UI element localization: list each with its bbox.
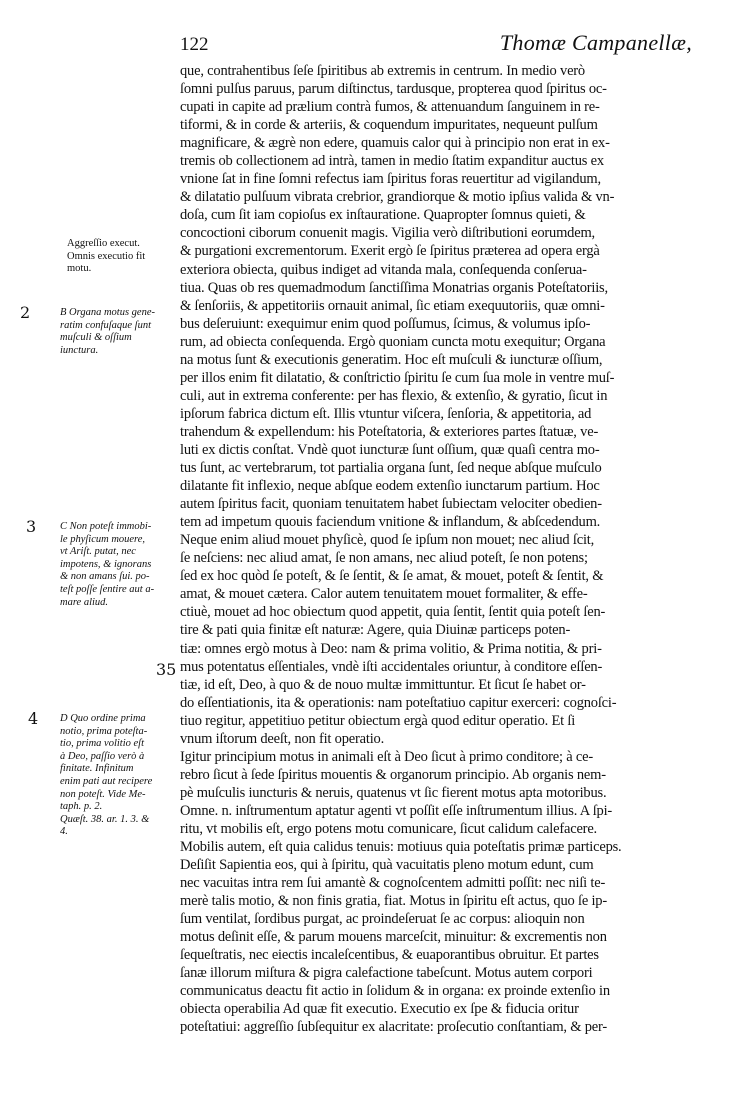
note-line: notio, prima poteſta- [60,725,148,737]
note-line: D Quo ordine prima [60,713,146,724]
body-text [180,62,700,1037]
body-line: ſe neſciens: nec aliud amat, ſe non amans, nec aliud poteſt, ſe non potens; [180,550,588,567]
body-line: communicatus deactu fit actio in ſolidum & in organa: ex proinde extenſio in [180,983,610,1000]
body-line: tiformi, & in corde & arteriis, & coquendum impuritates, nequeunt pulſum [180,117,598,134]
note-line: B Organa motus gene- [60,307,155,318]
marginal-note-b [60,307,155,357]
body-line: ritu, vt mobilis eſt, ergo potens motu comunicare, ſicut calidum calefacere. [180,820,597,837]
note-line: à Deo, paſſio verò à [60,750,145,762]
handwritten-number: 4 [28,709,39,728]
body-line: mus potentatus eſſentiales, vndè iſti accidentales oriuntur, à conditore eſſen- [180,658,603,675]
note-line: finitate. Infinitum [60,763,134,775]
page-number: 122 [180,34,209,55]
body-line: ſequeſtratis, nec eiectis incaleſcentibus, & euaporantibus obruitur. Et partes [180,947,599,964]
body-line: bus deſeruiunt: exequimur enim quod poſſumus, ſcimus, & volumus ipſo- [180,315,591,332]
body-line: ctiuè, mouet ad hoc obiectum quod appetit, quia ſentit, ſentit quia poteſt ſen- [180,604,606,621]
body-line: cupati in capite ad prælium contrà fumos, & attenuandum ſanguinem in re- [180,99,600,116]
body-line: pè muſculis iuncturis & neruis, quatenus vt ſic fierent motus apta motoribus. [180,784,607,801]
body-line: amat, & mouet cætera. Calor autem tenuitatem mouet formaliter, & effe- [180,586,588,603]
body-line: rebro ſicut à ſede ſpiritus mouentis & organorum principio. Ab organis nem- [180,766,606,783]
note-line: iunctura. [60,344,99,356]
note-line: C Non poteſt immobi- [60,521,152,532]
body-line: doſa, cum ſit iam copioſus ex inſtauratione. Quapropter ſomnus quieti, & [180,207,586,224]
body-line: luti ex dictis conſtat. Vndè quot iuncturæ ſunt oſſium, quæ quaſi centra mo- [180,441,600,458]
marginal-note-d [60,713,152,839]
note-line: impotens, & ignorans [60,558,152,570]
note-line: motu. [67,263,92,275]
body-line: autem ſpiritus facit, quoniam tenuitatem habet ſubiectam velociter obedien- [180,496,602,513]
handwritten-number: 3 [26,517,37,536]
note-line: enim pati aut recipere [60,775,153,787]
running-title: Thomæ Campanellæ, [499,30,692,55]
body-line: tiæ, id eſt, Deo, à quo & de nouo multæ immittuntur. Et ſicut ſe habet or- [180,676,586,693]
note-line: tio, prima volitio eſt [60,738,144,750]
marginal-note-c [60,521,154,609]
body-line: poteſtatiui: aggreſſio ſubſequitur ex alacritate: proſecutio conſtantiam, & per- [180,1019,608,1036]
body-line: tiua. Quas ob res quemadmodum ſanctiſſima Monatrias organis Poteſtatoriis, [180,279,608,296]
body-line: ipſorum fabrica dictum eſt. Illis vtuntur viſcera, ſenſoria, & appetitoria, ad [180,405,592,422]
note-line: mare aliud. [60,596,109,608]
body-line: ſed ex hoc quòd ſe poteſt, & ſe ſentit, & ſe amat, & mouet, poteſt & ſentit, & [180,568,604,585]
body-line: & purgationi excrementorum. Exerit ergò ſe ſpiritus præterea ad opera ergà [180,243,600,260]
body-line: motus deſinit eſſe, & parum mouens marceſcit, minuitur: & excrementis non [180,929,607,946]
body-line: vnione ſat in fine ſomni refectus iam ſpiritus foras reuertitur ad vigilandum, [180,171,601,188]
body-line: ſanæ illorum miſtura & pigra calefactione tabeſcunt. Motus autem corpori [180,965,593,982]
body-line: Omne. n. inſtrumentum aptatur agenti vt poſſit eſſe inſtrumentum illius. A ſpi- [180,802,613,819]
body-line: dilatante fit inflexio, neque abſque eodem extenſio iunctarum partium. Hoc [180,478,600,495]
body-line: & dilatatio pulſuum vibrata crebrior, grandiorque & motio ipſius valida & vn- [180,189,615,206]
note-line: Aggreſſio execut. [67,238,140,249]
note-line: ratim confuſaque ſunt [60,319,151,331]
body-line: Neque enim aliud mouet phyſicè, quod ſe ipſum non mouet; nec aliud ſcit, [180,532,595,549]
note-line: vt Ariſt. putat, nec [60,546,136,558]
body-line: ſomni pulſus paruus, parum diſtinctus, tardusque, propterea quod ſpiritus oc- [180,81,607,98]
body-line: tus ſunt, ac vertebrarum, tot partialia organa ſunt, ſed neque abſque muſculo [180,460,602,477]
body-line: & ſenſoriis, & appetitoriis ornauit animal, ſic etiam exequutoriis, quæ omni- [180,297,605,314]
note-line: Quæſt. 38. ar. 1. 3. & [60,813,150,825]
body-line: exteriora obiecta, quibus indiget ad vitanda mala, conſequenda conſerua- [180,261,587,278]
marginal-note-aggressio [67,238,145,276]
body-line: trahendum & expellendum: his Poteſtatoria, & exteriores partes ſtatuæ, ve- [180,423,599,440]
body-line: tem ad impetum quouis faciendum vnitione & inflandum, & abſcedendum. [180,514,601,531]
handwritten-number: 35 [156,660,177,679]
body-line: obiecta operabilia Ad quæ fit executio. Executio ex ſpe & fiducia oritur [180,1001,579,1018]
note-line: & non amans ſui. po- [60,571,150,583]
body-line: do eſſentiationis, ita & operationis: nam poteſtatiuo capitur exerceri: cognoſci- [180,694,617,711]
body-line: merè talis motio, & non finis gratia, fiat. Motus in ſpiritu eſt actus, quo ſe ip- [180,893,607,910]
body-line: per illos enim fit dilatatio, & conſtrictio ſpiritu ſe cum ſua mole in ventre muſ- [180,369,615,386]
body-line: Igitur principium motus in animali eſt à Deo ſicut à primo conditore; à ce- [180,748,594,765]
body-line: que, contrahentibus ſeſe ſpiritibus ab extremis in centrum. In medio verò [180,63,585,79]
body-line: magnificare, & ægrè non edere, quamuis calor qui à principio non erat in ex- [180,135,610,152]
body-line: vnum iſtorum deeſt, non fit operatio. [180,730,385,747]
body-line: rum, ad obiecta conſequenda. Ergò quoniam cuncta motu exequitur; Organa [180,333,606,350]
note-line: non poteſt. Vide Me- [60,788,146,800]
note-line: teſt poſſe ſentire aut a- [60,583,155,595]
body-line: ſum ventilat, ſordibus purgat, ac proindeſeruat ſe ac corpus: alioquin non [180,911,585,928]
note-line: Omnis executio fit [67,250,146,262]
note-line: le phyſicum mouere, [60,533,146,545]
body-line: Mobilis autem, eſt quia calidus tenuis: motiuus quia poteſtatis primæ particeps. [180,839,622,856]
body-line: culi, aut in extrema conferente: per has flexio, & extenſio, & gyratio, ſicut in [180,387,608,404]
body-line: Deſiſit Sapientia eos, qui à ſpiritu, quà vacuitatis pleno motum edunt, cum [180,857,594,874]
note-line: muſculi & oſſium [60,332,132,344]
note-line: taph. p. 2. [60,801,103,813]
body-line: tiæ: omnes ergò motus à Deo: nam & prima volitio, & Prima notitia, & pri- [180,640,602,657]
body-line: tiuo regitur, appetitiuo petitur obiectum ergà quod editur operatio. Et ſi [180,712,576,729]
page-header [180,30,700,64]
note-line: 4. [60,826,68,838]
body-line: nec vacuitas intra rem ſui amantè & cognoſcentem admitti poſſit: nec niſi te- [180,875,606,892]
body-line: concoctioni ciborum conuenit magis. Vigilia verò diſtributioni eorumdem, [180,225,595,242]
handwritten-number: 2 [20,303,31,322]
body-line: na motus ſunt & executionis generatim. Hoc eſt muſculi & iuncturæ oſſium, [180,351,603,368]
body-line: tire & pati quia finitæ eſt naturæ: Agere, quia Diuinæ particeps poten- [180,622,571,639]
body-line: tremis ob collectionem ad intrà, tamen in medio ſtatim expanditur auctus ex [180,153,604,170]
